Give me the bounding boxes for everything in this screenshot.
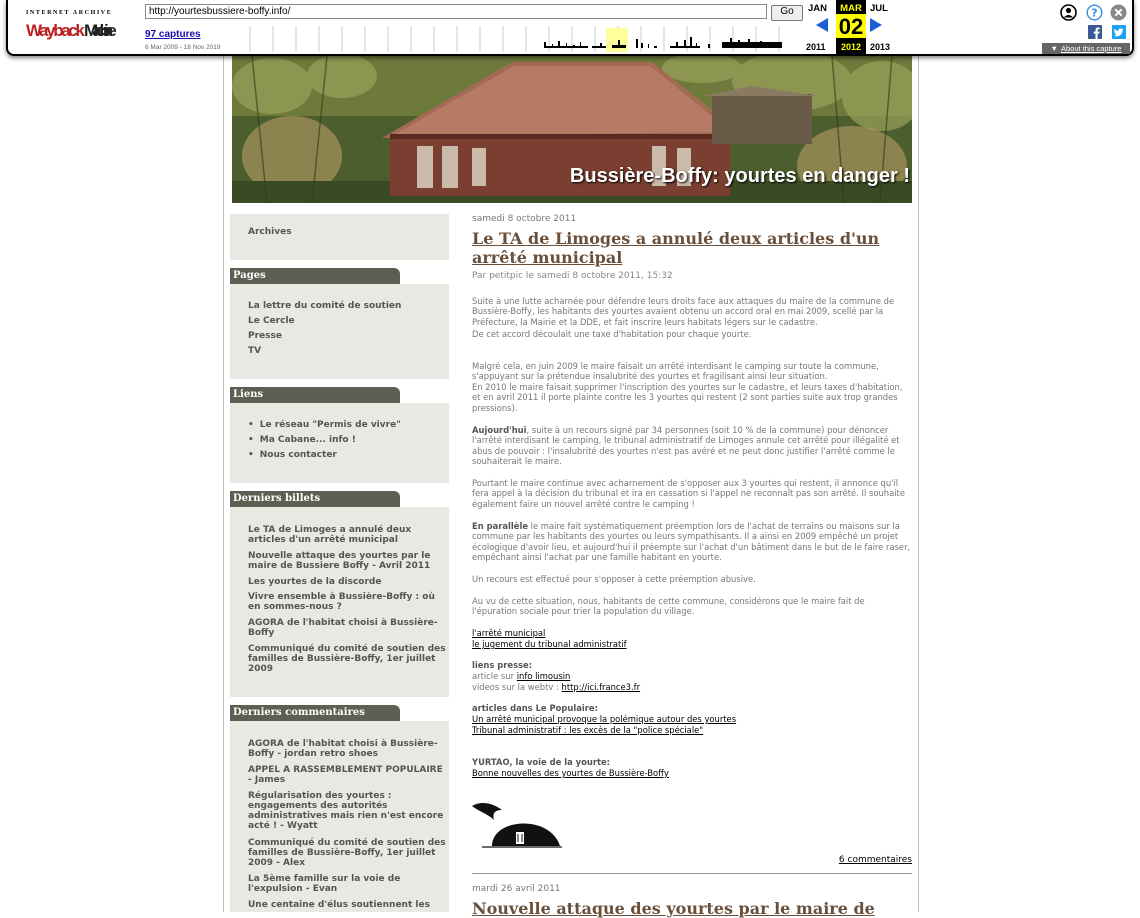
liens-heading: Liens bbox=[230, 387, 400, 403]
press-label: liens presse: bbox=[472, 660, 533, 670]
commentaires-box bbox=[230, 721, 449, 912]
post-bold-lead: En parallèle bbox=[472, 521, 528, 531]
press-prefix: article sur bbox=[472, 671, 517, 681]
press-line bbox=[472, 671, 570, 681]
post-date: samedi 8 octobre 2011 bbox=[472, 214, 577, 224]
captures-link[interactable]: 97 captures bbox=[145, 29, 201, 40]
current-capture-date bbox=[836, 0, 866, 56]
yurtao-link[interactable]: Bonne nouvelles des yourtes de Bussière-Boffy bbox=[472, 768, 669, 778]
yurt-drawing-icon bbox=[472, 798, 562, 850]
svg-text:Machine: Machine bbox=[84, 21, 116, 40]
pages-heading: Pages bbox=[230, 268, 400, 284]
billet-link[interactable]: Nouvelle attaque des yourtes par le maire de Bussiere Boffy - Avril 2011 bbox=[248, 551, 431, 571]
populaire-link[interactable]: Un arrêté municipal provoque la polémique autour des yourtes bbox=[472, 714, 737, 724]
post-paragraph: En 2010 le maire faisait supprimer l'inscription des yourtes sur le cadastre, et leurs taxes d'habitation, et en avril 2011 il porte plainte contre les 3 yourtes qui restent (2 sont parties suite aux trop grandes pressions). bbox=[472, 382, 903, 413]
help-icon[interactable] bbox=[1086, 4, 1103, 21]
post-title[interactable]: Le TA de Limoges a annulé deux articles d'un arrêté municipal bbox=[472, 229, 880, 267]
current-month: MAR bbox=[840, 3, 862, 14]
billet-link[interactable]: Le TA de Limoges a annulé deux articles d'un arrêté municipal bbox=[248, 525, 412, 545]
comment-link[interactable]: Une centaine d'élus soutiennent les bbox=[248, 900, 430, 910]
yurtao-label: YURTAO, la voie de la yourte: bbox=[472, 757, 610, 767]
link-nous-contacter[interactable]: • Nous contacter bbox=[248, 450, 337, 460]
close-icon[interactable] bbox=[1110, 4, 1127, 21]
wayback-logo-caption: INTERNET ARCHIVE bbox=[26, 10, 113, 16]
billets-heading: Derniers billets bbox=[230, 491, 400, 507]
post-meta: Par petitpic le samedi 8 octobre 2011, 15:32 bbox=[472, 271, 673, 281]
current-day: 02 bbox=[836, 14, 866, 38]
arrete-link[interactable]: l'arrêté municipal bbox=[472, 628, 546, 638]
pages-box bbox=[230, 284, 449, 379]
post-paragraph: Suite à une lutte acharnée pour défendre leurs droits face aux attaques du maire de la commune de Bussière-Boffy, les habitants des yourtes avaient obtenu un accord oral en mai 2009, scellé par la Préfecture, la Mairie et la DDE, et fait inscrire leurs habitats légers sur le cadastre. bbox=[472, 296, 895, 327]
facebook-icon[interactable] bbox=[1088, 25, 1102, 39]
billet-link[interactable]: Les yourtes de la discorde bbox=[248, 577, 382, 587]
comment-link[interactable]: La 5ème famille sur la voie de l'expulsion - Evan bbox=[248, 874, 401, 894]
post-paragraph: Malgré cela, en juin 2009 le maire faisait un arrêté interdisant le camping sur toute la commune, s'appuyant sur la prétendue insalubrité des yourtes et fragilisant ainsi leur situation. bbox=[472, 361, 879, 382]
captures-range: 6 Mar 2009 - 18 Nov 2019 bbox=[145, 44, 221, 51]
user-account-icon[interactable] bbox=[1060, 4, 1077, 21]
next-month-link[interactable]: JUL bbox=[870, 3, 888, 14]
prev-month-link[interactable]: JAN bbox=[808, 3, 828, 14]
archived-page bbox=[223, 56, 919, 918]
billet-link[interactable]: Communiqué du comité de soutien des familles de Bussière-Boffy, 1er juillet 2009 bbox=[248, 644, 446, 674]
about-capture-button[interactable] bbox=[1042, 43, 1130, 54]
page-link-tv[interactable]: TV bbox=[248, 346, 262, 356]
go-button[interactable]: Go bbox=[771, 5, 803, 21]
populaire-link[interactable]: Tribunal administratif : les excès de la "police spéciale" bbox=[472, 725, 704, 735]
post-divider bbox=[472, 873, 912, 874]
current-year: 2012 bbox=[840, 42, 862, 52]
svg-text:Wayback: Wayback bbox=[26, 21, 84, 40]
liens-box bbox=[230, 403, 449, 483]
archives-box bbox=[230, 214, 449, 260]
wayback-toolbar bbox=[6, 0, 1134, 56]
france3-link[interactable]: http://ici.france3.fr bbox=[561, 682, 641, 692]
post-paragraph: Au vu de cette situation, nous, habitants de cette commune, considérons que le maire fait de l'épuration sociale pour trier la population du village. bbox=[472, 596, 865, 617]
prev-year-link[interactable]: 2011 bbox=[806, 42, 826, 52]
site-title[interactable]: Bussière-Boffy: yourtes en danger ! bbox=[569, 165, 910, 187]
billet-link[interactable]: AGORA de l'habitat choisi à Bussière-Boffy bbox=[248, 618, 438, 638]
billets-box bbox=[230, 507, 449, 697]
post-paragraph-text: le maire fait systématiquement préemption lors de l'achat de terrains ou maisons sur la commune par les habitants des yourtes ou leurs sympathisants. Il a ainsi en 2009 empêché un projet écologique d'avoir lieu, et aujourd'hui il préempte sur l'achat d'un bâtiment dans le but de le faire raser, empêchant ainsi l'achat par une famille habitant en yourte. bbox=[472, 521, 911, 563]
link-permis-de-vivre[interactable]: • Le réseau "Permis de vivre" bbox=[248, 420, 401, 430]
prev-capture-arrow-icon[interactable] bbox=[816, 18, 828, 32]
post-title[interactable]: Nouvelle attaque des yourtes par le maire de bbox=[472, 899, 875, 918]
archives-link[interactable]: Archives bbox=[248, 227, 292, 237]
next-capture-arrow-icon[interactable] bbox=[870, 18, 882, 32]
svg-text:?: ? bbox=[1091, 6, 1098, 20]
billet-link[interactable]: Vivre ensemble à Bussière-Boffy : où en sommes-nous ? bbox=[248, 592, 435, 612]
page-link-cercle[interactable]: Le Cercle bbox=[248, 316, 295, 326]
header-banner bbox=[232, 56, 912, 203]
page-link-presse[interactable]: Presse bbox=[248, 331, 282, 341]
post-bold-lead: Aujourd'hui bbox=[472, 425, 527, 435]
jugement-link[interactable]: le jugement du tribunal administratif bbox=[472, 639, 627, 649]
commentaires-heading: Derniers commentaires bbox=[230, 705, 400, 721]
post-paragraph: De cet accord découlait une taxe d'habitation pour chaque yourte. bbox=[472, 329, 752, 339]
info-limousin-link[interactable]: info limousin bbox=[516, 671, 571, 681]
comments-link[interactable]: 6 commentaires bbox=[838, 855, 912, 865]
press-prefix: videos sur la webtv : bbox=[472, 682, 562, 692]
comment-link[interactable]: Régularisation des yourtes : engagements des autorités administratives mais rien n'est encore acté ! - Wyatt bbox=[248, 791, 444, 831]
post-date: mardi 26 avril 2011 bbox=[472, 884, 561, 894]
wayback-logo[interactable] bbox=[26, 17, 116, 41]
wayback-url-input[interactable]: http://yourtesbussiere-boffy.info/ bbox=[145, 4, 767, 19]
about-capture-label: About this capture bbox=[1060, 44, 1122, 53]
press-line bbox=[472, 682, 640, 692]
capture-sparkline[interactable] bbox=[240, 26, 806, 52]
caret-down-icon: ▼ bbox=[1050, 44, 1058, 53]
post-paragraph-text: , suite à un recours signé par 34 personnes (soit 10 % de la commune) pour dénoncer l'arrêté interdisant le camping, le tribunal administratif de Limoges annule cet arrêté pour illégalité et abus de pouvoir : l'insalubrité des yourtes n'est pas avéré et ne peut donc justifier l'arrêté comme le souhaiterait le maire. bbox=[472, 425, 900, 467]
comment-link[interactable]: APPEL A RASSEMBLEMENT POPULAIRE - James bbox=[248, 765, 443, 785]
twitter-icon[interactable] bbox=[1112, 25, 1126, 39]
post-paragraph bbox=[472, 425, 912, 467]
post-paragraph: Un recours est effectué pour s'opposer à cette préemption abusive. bbox=[472, 574, 756, 584]
link-ma-cabane[interactable]: • Ma Cabane... info ! bbox=[248, 435, 356, 445]
post-paragraph bbox=[472, 521, 912, 563]
next-year-link[interactable]: 2013 bbox=[870, 42, 891, 52]
populaire-label: articles dans Le Populaire: bbox=[472, 703, 598, 713]
comment-link[interactable]: AGORA de l'habitat choisi à Bussière-Boffy - jordan retro shoes bbox=[248, 739, 438, 759]
comment-link[interactable]: Communiqué du comité de soutien des familles de Bussière-Boffy, 1er juillet 2009 - Alex bbox=[248, 838, 446, 868]
post-paragraph: Pourtant le maire continue avec acharnement de s'opposer aux 3 yourtes qui restent, il annonce qu'il fera appel à la décision du tribunal et ira en cassation si l'appel ne reconnaît pas son arrêté. Il souhaite également faire un nouvel arrêté contre le camping ! bbox=[472, 478, 905, 509]
page-link-lettre[interactable]: La lettre du comité de soutien bbox=[248, 301, 402, 311]
